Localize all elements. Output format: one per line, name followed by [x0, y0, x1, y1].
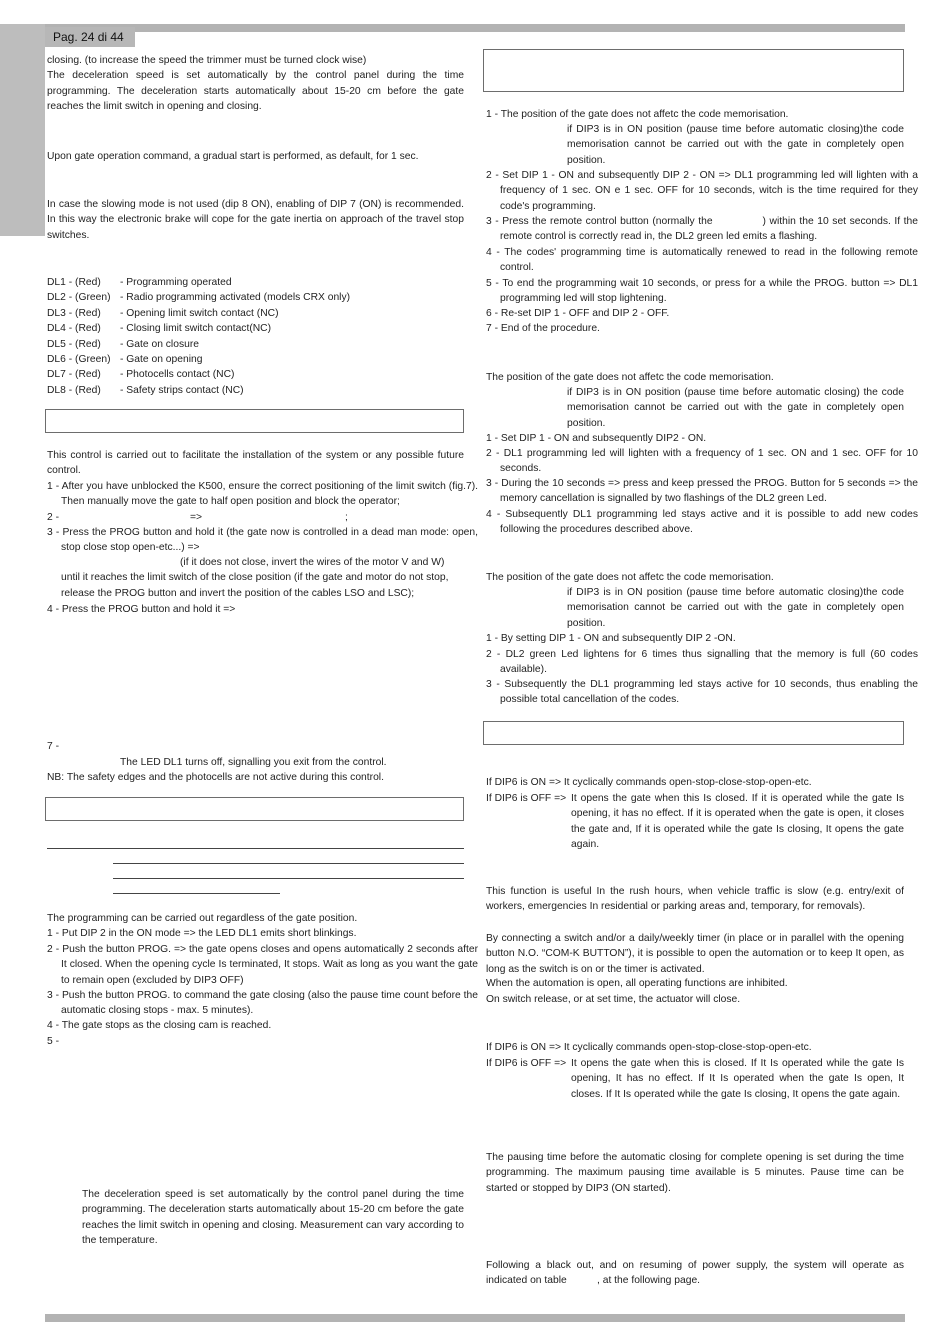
memorise-note: if DIP3 is in ON position (pause time before automatic closing)the code memorisation cannot be carried out with the gate in completely open position.	[567, 124, 904, 166]
intro-text	[47, 53, 464, 115]
memorise-step-4: 4 - The codes' programming time is automatically renewed to read in the following remote control.	[486, 247, 918, 274]
led-desc: - Photocells contact (NC)	[120, 369, 235, 381]
switch-release-text: On switch release, or at set time, the actuator will close.	[486, 994, 741, 1005]
full-step-2: 2 - DL2 green Led lightens for 6 times thus signalling that the memory is full (60 codes available).	[486, 649, 918, 676]
blackout-text: Following a black out, and on resuming of power supply, the system will operate as	[486, 1260, 904, 1271]
memorise-step-2: 2 - Set DIP 1 - ON and subsequently DIP 2 - ON => DL1 programming led will lighten with a frequency of 1 sec. ON e 1 sec. OFF for 10 seconds, witch is the time required for they code's programming.	[486, 170, 918, 212]
dip6-off-text: It opens the gate when this Is closed. If it is operated while the gate Is opening, it has no effect. If it is operated when the gate is open, it closes the gate and, If it is operated while the gate Is closing, It opens the gate again.	[571, 793, 904, 851]
led-row	[47, 352, 464, 367]
led-row	[47, 275, 464, 290]
intro-paragraph: The deceleration speed is set automatically by the control panel during the time programming. The deceleration starts automatically about 15-20 cm before the gate reaches the limit switch in opening and closing.	[47, 70, 464, 113]
pause-time-text: The pausing time before the automatic closing for complete opening is set during the time programming. The maximum pausing time available is 5 minutes. Pause time can be started or stopped by DIP3 (ON started).	[486, 1152, 904, 1194]
control-step-3-continued: (if it does not close, invert the wires of the motor V and W) until it reaches the limit switch of the close position (if the gate and motor do not stop, release the PROG button and invert the position of the cables LSO and LSC);	[61, 557, 449, 599]
control-step-7-number: 7 -	[47, 741, 60, 752]
full-step-1: 1 - By setting DIP 1 - ON and subsequently DIP 2 -ON.	[486, 633, 736, 644]
soft-start-text: Upon gate operation command, a gradual start is performed, as default, for 1 sec.	[47, 151, 419, 162]
control-note: NB: The safety edges and the photocells are not active during this control.	[47, 772, 384, 783]
led-row	[47, 337, 464, 352]
dip6-off-text-2: It opens the gate when this is closed. If It Is operated while the gate Is opening, It has no effect. If It Is operated when the gate Is open, It closes. If It Is operated while the gate Is closing, It opens the gate again.	[571, 1058, 904, 1100]
rule-line	[113, 863, 464, 864]
cancel-step-1: 1 - Set DIP 1 - ON and subsequently DIP2 - ON.	[486, 433, 707, 444]
control-step-2-end: ;	[345, 512, 348, 523]
rule-line	[47, 848, 464, 849]
led-code: DL3 - (Red)	[47, 307, 101, 319]
cancel-step-3: 3 - During the 10 seconds => press and keep pressed the PROG. Button for 5 seconds => the memory cancellation is signalled by two flashings of the DL2 green Led.	[486, 478, 918, 505]
section-heading-box	[483, 721, 904, 745]
deceleration-text: The deceleration speed is set automatically by the control panel during the time programming. The deceleration starts automatically about 15-20 cm before the gate reaches the limit switch in opening and closing. Measurement can vary according to the temperature.	[82, 1189, 464, 1247]
control-intro: This control is carried out to facilitate the installation of the system or any possible future control.	[47, 450, 464, 477]
led-list	[47, 275, 464, 398]
programming-step-4: 4 - The gate stops as the closing cam is reached.	[47, 1020, 272, 1031]
led-desc: - Programming operated	[120, 277, 232, 288]
section-heading-box	[45, 409, 464, 433]
full-note: if DIP3 is in ON position (pause time before automatic closing)the code memorisation cannot be carried out with the gate in completely open position.	[567, 587, 904, 629]
programming-step-3: 3 - Push the button PROG. to command the gate closing (also the pause time count before the automatic closing stops - max. 5 minutes).	[47, 990, 478, 1017]
control-step-3: 3 - Press the PROG button and hold it (the gate now is controlled in a dead man mode: open, stop close stop open-etc...) =>	[47, 527, 478, 554]
memorise-step-7: 7 - End of the procedure.	[486, 323, 600, 334]
control-step-2-arrow: =>	[190, 512, 203, 523]
led-row	[47, 367, 464, 382]
memorise-step-3: 3 - Press the remote control button (normally the ) within the 10 set seconds. If the remote control is correctly read in, the DL2 green led emits a flashing.	[486, 216, 921, 243]
programming-intro: The programming can be carried out regardless of the gate position.	[47, 913, 358, 924]
full-intro: The position of the gate does not affetc the code memorisation.	[486, 572, 774, 583]
switch-timer-text: By connecting a switch and/or a daily/weekly timer (in place or in parallel with the opening button N.O. “COM-K BUTTON”), it is possible to open the automation or to keep It open, as long as the switch is on or the timer is activated.	[486, 933, 904, 975]
led-code: DL5 - (Red)	[47, 338, 101, 350]
full-step-3: 3 - Subsequently the DL1 programming led stays active for 10 seconds, thus enabling the possible total cancellation of the codes.	[486, 679, 918, 706]
blackout-text-3: , at the following page.	[597, 1275, 701, 1286]
led-row	[47, 290, 464, 305]
control-step-2-number: 2 -	[47, 512, 60, 523]
section-heading-box	[45, 797, 464, 821]
intro-line: closing. (to increase the speed the trimmer must be turned clock wise)	[47, 55, 367, 66]
inhibited-text: When the automation is open, all operating functions are inhibited.	[486, 978, 788, 989]
programming-step-2: 2 - Push the button PROG. => the gate opens closes and opens automatically 2 seconds after It closed. When the opening cycle Is terminated, It stops. Wait as long as you want the gate to remain open (excluded by DIP3 OFF)	[47, 944, 478, 986]
programming-step-1: 1 - Put DIP 2 in the ON mode => the LED DL1 emits short blinkings.	[47, 928, 357, 939]
cancel-note: if DIP3 is in ON position (pause time before automatic closing) the code memorisation cannot be carried out with the gate in completely open position.	[567, 387, 904, 429]
led-code: DL2 - (Green)	[47, 292, 111, 304]
led-code: DL7 - (Red)	[47, 369, 101, 381]
control-step-1: 1 - After you have unblocked the K500, ensure the correct positioning of the limit switch (fig.7). Then manually move the gate to half open position and block the operator;	[47, 481, 478, 508]
led-desc: - Safety strips contact (NC)	[120, 384, 244, 396]
dip6-on-text-2: If DIP6 is ON => It cyclically commands open-stop-close-stop-open-etc.	[486, 1042, 812, 1053]
dip6-off-label: If DIP6 is OFF =>	[486, 793, 567, 804]
cancel-step-4: 4 - Subsequently DL1 programming led stays active and it is possible to add new codes following the procedures described above.	[486, 509, 918, 536]
cancel-intro: The position of the gate does not affetc the code memorisation.	[486, 372, 774, 383]
control-step-7-text: The LED DL1 turns off, signalling you exit from the control.	[120, 757, 387, 768]
dip6-off-label-2: If DIP6 is OFF =>	[486, 1058, 567, 1069]
control-step-4: 4 - Press the PROG button and hold it =>	[47, 604, 236, 615]
rule-line	[113, 893, 280, 894]
led-desc: - Gate on opening	[120, 354, 203, 366]
programming-step-5-number: 5 -	[47, 1036, 60, 1047]
led-code: DL1 - (Red)	[47, 277, 101, 288]
bottom-bar	[45, 1314, 905, 1322]
memorise-step-6: 6 - Re-set DIP 1 - OFF and DIP 2 - OFF.	[486, 308, 670, 319]
memorise-step-5: 5 - To end the programming wait 10 seconds, or press for a while the PROG. button => DL1 programming led will stop lightening.	[486, 278, 918, 305]
rush-hour-text: This function is useful In the rush hours, when vehicle traffic is slow (e.g. entry/exit of workers, emergencies In residential or parking areas and, temporary, for removals).	[486, 886, 904, 913]
led-desc: - Gate on closure	[120, 338, 199, 350]
led-row	[47, 383, 464, 398]
led-desc: - Radio programming activated (models CRX only)	[120, 292, 351, 304]
dip6-on-text: If DIP6 is ON => It cyclically commands open-stop-close-stop-open-etc.	[486, 777, 812, 788]
led-desc: - Closing limit switch contact(NC)	[120, 323, 272, 335]
side-tab	[0, 24, 45, 236]
led-code: DL8 - (Red)	[47, 384, 101, 396]
led-row	[47, 321, 464, 336]
page-number: Pag. 24 di 44	[45, 27, 135, 47]
top-bar	[45, 24, 905, 32]
brake-text: In case the slowing mode is not used (dip 8 ON), enabling of DIP 7 (ON) is recommended. In this way the electronic brake will cope for the gate inertia on approach of the travel stop switches.	[47, 199, 464, 241]
led-code: DL6 - (Green)	[47, 354, 111, 366]
led-row	[47, 306, 464, 321]
section-heading-box	[483, 49, 904, 92]
led-desc: - Opening limit switch contact (NC)	[120, 307, 279, 319]
memorise-step-1: 1 - The position of the gate does not affetc the code memorisation.	[486, 109, 789, 120]
blackout-text-2: indicated on table	[486, 1275, 567, 1286]
rule-line	[113, 878, 464, 879]
led-code: DL4 - (Red)	[47, 323, 101, 335]
cancel-step-2: 2 - DL1 programming led will lighten with a frequency of 1 sec. ON and 1 sec. OFF for 10 seconds.	[486, 448, 918, 475]
